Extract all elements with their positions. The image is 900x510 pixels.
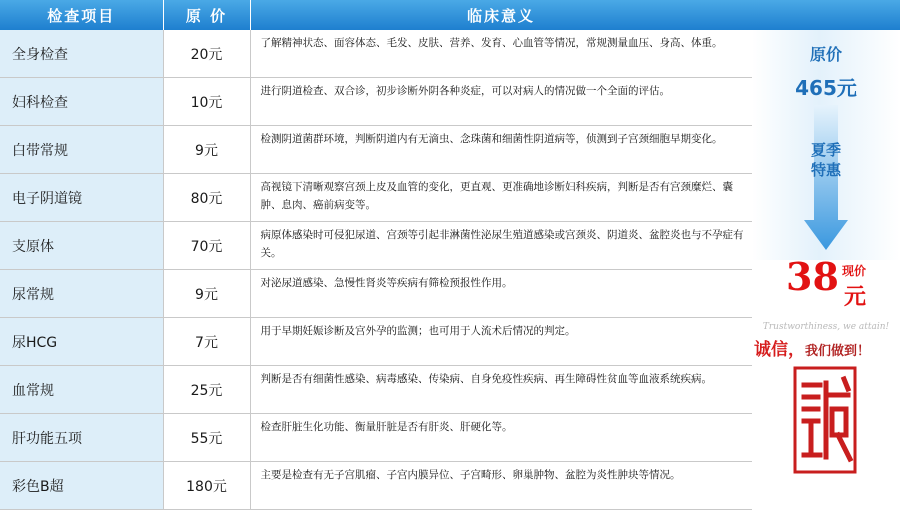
column-header-price: 原 价 (163, 0, 250, 30)
table-row (0, 270, 752, 318)
item-price: 25元 (163, 366, 250, 414)
table-row (0, 30, 752, 78)
table-row (0, 78, 752, 126)
item-price: 70元 (163, 222, 250, 270)
table-row (0, 126, 752, 174)
column-header-item: 检查项目 (0, 0, 163, 30)
item-name: 肝功能五项 (0, 414, 163, 462)
table-row (0, 366, 752, 414)
item-description: 主要是检查有无子宫肌瘤、子宫内膜异位、子宫畸形、卵巢肿物、盆腔为炎性肿块等情况。 (250, 462, 752, 510)
current-price-unit: 元 (844, 285, 867, 310)
table-row (0, 462, 752, 510)
trust-slogan-sub: 我们做到！ (805, 344, 871, 359)
item-name: 白带常规 (0, 126, 163, 174)
item-name: 全身检查 (0, 30, 163, 78)
item-name: 血常规 (0, 366, 163, 414)
table-row (0, 414, 752, 462)
table-row (0, 222, 752, 270)
trust-slogan-english: Trustworthiness, we attain! (762, 322, 890, 332)
item-description: 对泌尿道感染、急慢性肾炎等疾病有筛检预报性作用。 (250, 270, 752, 318)
item-name: 彩色B超 (0, 462, 163, 510)
current-price-label: 现价 (842, 264, 867, 278)
item-name: 尿HCG (0, 318, 163, 366)
item-price: 55元 (163, 414, 250, 462)
item-price: 180元 (163, 462, 250, 510)
item-price: 80元 (163, 174, 250, 222)
column-header-significance: 临床意义 (250, 0, 752, 30)
item-name: 妇科检查 (0, 78, 163, 126)
summer-special-label: 夏季特惠 (810, 141, 841, 179)
trust-slogan-main: 诚信， (754, 340, 805, 360)
current-price-value: 38 (786, 254, 839, 299)
item-name: 尿常规 (0, 270, 163, 318)
item-price: 7元 (163, 318, 250, 366)
item-description: 检测阴道菌群环境，判断阴道内有无滴虫、念珠菌和细菌性阴道病等，侦测到子宫颈细胞早期变化。 (250, 126, 752, 174)
item-name: 电子阴道镜 (0, 174, 163, 222)
item-description: 病原体感染时可侵犯尿道、宫颈等引起非淋菌性泌尿生殖道感染或宫颈炎、阴道炎、盆腔炎也与不孕症有关。 (250, 222, 752, 270)
promo-panel (752, 0, 900, 481)
item-description: 了解精神状态、面容体态、毛发、皮肤、营养、发育、心血管等情况，常规测量血压、身高、体重。 (250, 30, 752, 78)
item-price: 20元 (163, 30, 250, 78)
original-price-label: 原价 (809, 45, 842, 64)
table-header-row (0, 0, 752, 30)
item-description: 判断是否有细菌性感染、病毒感染、传染病、自身免疫性疾病、再生障碍性贫血等血液系统疾病。 (250, 366, 752, 414)
promo-header-strip (752, 0, 900, 30)
table-row (0, 318, 752, 366)
item-description: 高视镜下清晰观察宫颈上皮及血管的变化，更直观、更准确地诊断妇科疾病，判断是否有宫颈糜烂、囊肿、息肉、癌前病变等。 (250, 174, 752, 222)
item-price: 9元 (163, 126, 250, 174)
item-description: 用于早期妊娠诊断及宫外孕的监测；也可用于人流术后情况的判定。 (250, 318, 752, 366)
item-name: 支原体 (0, 222, 163, 270)
original-price-value: 465元 (795, 76, 857, 100)
seal-icon (792, 365, 858, 475)
table-row (0, 174, 752, 222)
item-description: 进行阴道检查、双合诊，初步诊断外阴各种炎症，可以对病人的情况做一个全面的评估。 (250, 78, 752, 126)
trust-slogan (754, 335, 870, 360)
item-price: 9元 (163, 270, 250, 318)
item-description: 检查肝脏生化功能、衡量肝脏是否有肝炎、肝硬化等。 (250, 414, 752, 462)
item-price: 10元 (163, 78, 250, 126)
